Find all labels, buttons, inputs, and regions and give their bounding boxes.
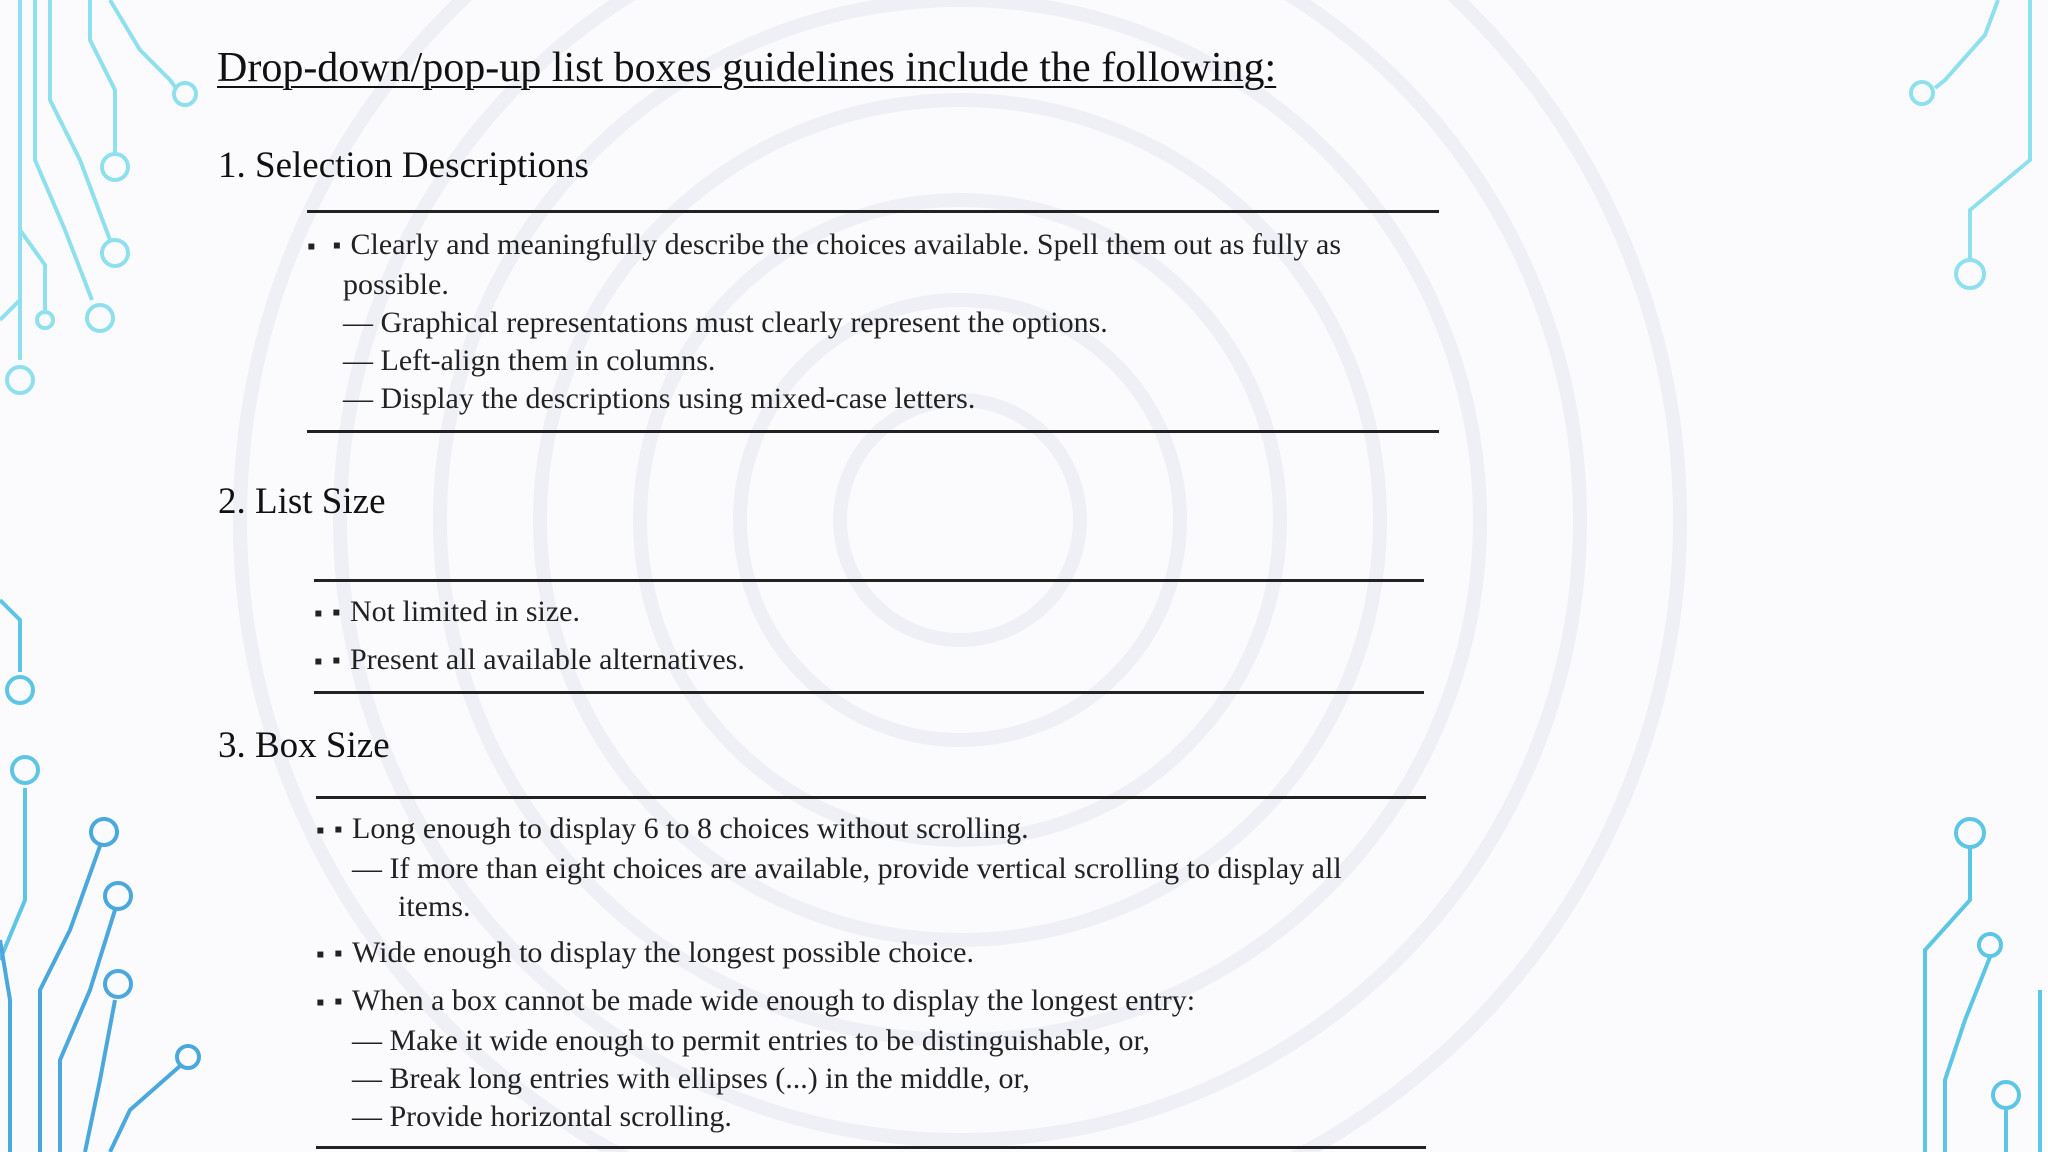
bullet-text: Clearly and meaningfully describe the choices available. Spell them out as fully as <box>350 228 1342 261</box>
bullet-continuation: possible. <box>343 268 449 301</box>
section-heading-box-size: 3. Box Size <box>218 725 390 766</box>
bullet-marker-icon: ▪ <box>332 233 342 259</box>
bullet-text: Wide enough to display the longest possible choice. <box>352 936 975 969</box>
section-heading-list-size: 2. List Size <box>218 481 386 522</box>
bullet-text: When a box cannot be made wide enough to display the longest entry: <box>352 984 1196 1017</box>
selection-descriptions-box <box>307 210 1439 433</box>
bullet-text: Present all available alternatives. <box>350 643 745 676</box>
bullet-marker-icon: ▪ <box>334 941 343 967</box>
bullet-text: Long enough to display 6 to 8 choices without scrolling. <box>352 812 1029 845</box>
bullet-marker-icon: ▪ <box>334 817 343 843</box>
slide-title: Drop-down/pop-up list boxes guidelines include the following: <box>217 45 1277 91</box>
sub-item: — Left-align them in columns. <box>307 342 1439 380</box>
bullet-text: Not limited in size. <box>350 595 580 628</box>
sub-item: — Break long entries with ellipses (...) in the middle, or, <box>316 1060 1426 1098</box>
sub-item: — Display the descriptions using mixed-case letters. <box>307 380 1439 418</box>
list-size-box <box>314 579 1424 694</box>
bullet-marker-icon: ▪ <box>332 648 341 674</box>
section-heading-selection-descriptions: 1. Selection Descriptions <box>218 145 589 186</box>
bullet-marker-icon: ▪ <box>332 600 341 626</box>
sub-item: — Graphical representations must clearly represent the options. <box>307 304 1439 342</box>
bullet-marker-icon: ▪ <box>334 989 343 1015</box>
sub-item: — Make it wide enough to permit entries to be distinguishable, or, <box>316 1022 1426 1060</box>
sub-item-continuation: items. <box>398 890 471 923</box>
sub-item: — Provide horizontal scrolling. <box>316 1098 1426 1136</box>
box-size-box <box>316 796 1426 1149</box>
sub-item: — If more than eight choices are available, provide vertical scrolling to display all <box>316 850 1426 888</box>
